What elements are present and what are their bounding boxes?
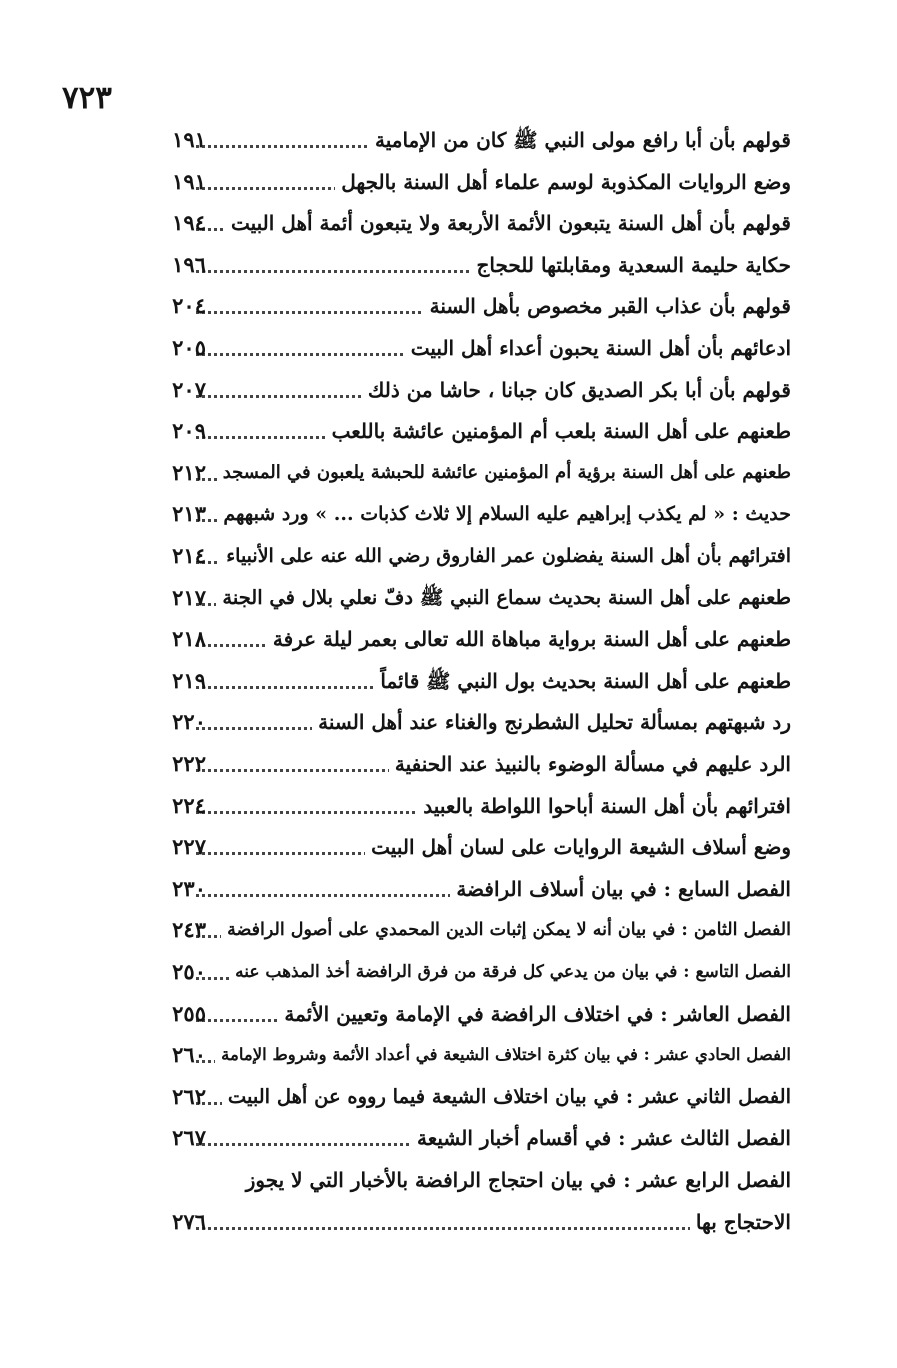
toc-entry [0, 118, 897, 162]
toc-entry [0, 1075, 897, 1119]
entry-title: حديث : « لم يكذب إبراهيم عليه السلام إلا ثلاث كذبات ... » ورد شبههم [217, 492, 791, 536]
toc-entry [0, 617, 897, 661]
entry-title: قولهم بأن أبا رافع مولى النبي ﷺ كان من الإمامية [369, 118, 791, 162]
toc-entry [0, 992, 897, 1036]
entry-title: الفصل التاسع : في بيان من يدعي كل فرقة من فرق الرافضة أخذ المذهب عنه [229, 950, 791, 994]
toc-entry [0, 1116, 897, 1160]
entry-page-number: ٢٠٧ [172, 376, 206, 402]
entry-page-number: ٢٦٢ [172, 1083, 206, 1109]
entry-title: الاحتجاج بها [690, 1200, 791, 1244]
toc-entry [0, 659, 897, 703]
toc-entry [0, 409, 897, 453]
entry-title: الفصل السابع : في بيان أسلاف الرافضة [450, 867, 791, 911]
entry-page-number: ٢١٣ [172, 501, 206, 527]
toc-entry [0, 160, 897, 204]
toc-entry [0, 825, 897, 869]
entry-page-number: ٢١٤ [172, 543, 206, 568]
entry-page-number: ٢٥٥ [172, 1000, 206, 1026]
entry-page-number: ٢١٩ [172, 667, 206, 693]
toc-entry [0, 368, 897, 412]
toc-entry [0, 1200, 897, 1244]
entry-title: طعنهم على أهل السنة بحديث بول النبي ﷺ قائماً [374, 659, 791, 703]
entry-page-number: ٢٢٠ [172, 709, 206, 735]
entry-title: الفصل الثالث عشر : في أقسام أخبار الشيعة [411, 1116, 791, 1160]
entry-page-number: ١٩٦ [172, 251, 206, 277]
entry-page-number: ٢٠٩ [172, 418, 206, 444]
entry-page-number: ١٩١ [172, 127, 206, 152]
entry-title: قولهم بأن أهل السنة يتبعون الأئمة الأربعة ولا يتبعون أئمة أهل البيت [225, 201, 791, 245]
entry-title: افترائهم بأن أهل السنة يفضلون عمر الفاروق رضي الله عنه على الأنبياء [220, 534, 791, 578]
table-of-contents [0, 118, 897, 1248]
toc-entry [0, 1158, 897, 1202]
toc-entry [0, 492, 897, 536]
entry-title: الفصل الحادي عشر : في بيان كثرة اختلاف الشيعة في أعداد الأئمة وشروط الإمامة [215, 1033, 791, 1077]
entry-page-number: ٢٢٧ [172, 834, 206, 860]
entry-page-number: ٢١٨ [172, 626, 206, 652]
entry-title: قولهم بأن أبا بكر الصديق كان جبانا ، حاشا من ذلك [362, 368, 791, 412]
toc-entry [0, 576, 897, 620]
entry-title: قولهم بأن عذاب القبر مخصوص بأهل السنة [424, 284, 791, 328]
entry-page-number: ٢٠٤ [172, 293, 206, 319]
toc-entry [0, 784, 897, 828]
entry-title: حكاية حليمة السعدية ومقابلتها للحجاج [470, 243, 791, 287]
entry-page-number: ٢٤٣ [172, 917, 206, 943]
entry-title: ادعائهم بأن أهل السنة يحبون أعداء أهل البيت [405, 326, 791, 370]
entry-page-number: ١٩١ [172, 168, 206, 194]
toc-entry [0, 700, 897, 744]
entry-page-number: ٢٢٢ [172, 751, 206, 776]
toc-entry [0, 201, 897, 245]
toc-entry [0, 326, 897, 370]
entry-title: الفصل الرابع عشر : في بيان احتجاج الرافضة بالأخبار التي لا يجوز [240, 1158, 791, 1202]
entry-title: طعنهم على أهل السنة بلعب أم المؤمنين عائشة باللعب [326, 409, 791, 453]
toc-entry [0, 742, 897, 786]
entry-title: الفصل الثاني عشر : في بيان اختلاف الشيعة فيما رووه عن أهل البيت [222, 1075, 791, 1119]
toc-entry [0, 908, 897, 952]
entry-page-number: ٢٧٦ [172, 1208, 206, 1234]
entry-title: وضع أسلاف الشيعة الروايات على لسان أهل البيت [365, 825, 791, 869]
page-number: ٧٢٣ [62, 80, 112, 116]
entry-title: طعنهم على أهل السنة برؤية أم المؤمنين عائشة للحبشة يلعبون في المسجد [217, 451, 791, 495]
entry-title: رد شبهتهم بمسألة تحليل الشطرنج والغناء عند أهل السنة [312, 700, 791, 744]
entry-page-number: ٢٦٧ [172, 1125, 206, 1151]
entry-title: وضع الروايات المكذوبة لوسم علماء أهل السنة بالجهل [335, 160, 791, 204]
toc-entry [0, 1033, 897, 1077]
toc-entry [0, 243, 897, 287]
entry-page-number: ٢١٢ [172, 459, 206, 485]
toc-entry [0, 451, 897, 495]
entry-title: طعنهم على أهل السنة برواية مباهاة الله تعالى بعمر ليلة عرفة [267, 617, 791, 661]
toc-entry [0, 284, 897, 328]
entry-page-number: ١٩٤ [172, 210, 206, 236]
entry-page-number: ٢٥٠ [172, 959, 206, 984]
entry-title: الفصل الثامن : في بيان أنه لا يمكن إثبات الدين المحمدي على أصول الرافضة [221, 908, 791, 952]
toc-entry [0, 950, 897, 994]
toc-entry [0, 534, 897, 578]
entry-title: الفصل العاشر : في اختلاف الرافضة في الإمامة وتعيين الأئمة [278, 992, 791, 1036]
entry-title: افترائهم بأن أهل السنة أباحوا اللواطة بالعبيد [417, 784, 791, 828]
entry-title: الرد عليهم في مسألة الوضوء بالنبيذ عند الحنفية [389, 742, 791, 786]
toc-entry [0, 867, 897, 911]
entry-page-number: ٢٢٤ [172, 792, 206, 818]
entry-page-number: ٢١٧ [172, 584, 206, 610]
entry-page-number: ٢٣٠ [172, 875, 206, 901]
entry-page-number: ٢٠٥ [172, 335, 206, 360]
entry-title: طعنهم على أهل السنة بحديث سماع النبي ﷺ دفّ نعلي بلال في الجنة [216, 576, 791, 620]
entry-page-number: ٢٦٠ [172, 1042, 206, 1068]
